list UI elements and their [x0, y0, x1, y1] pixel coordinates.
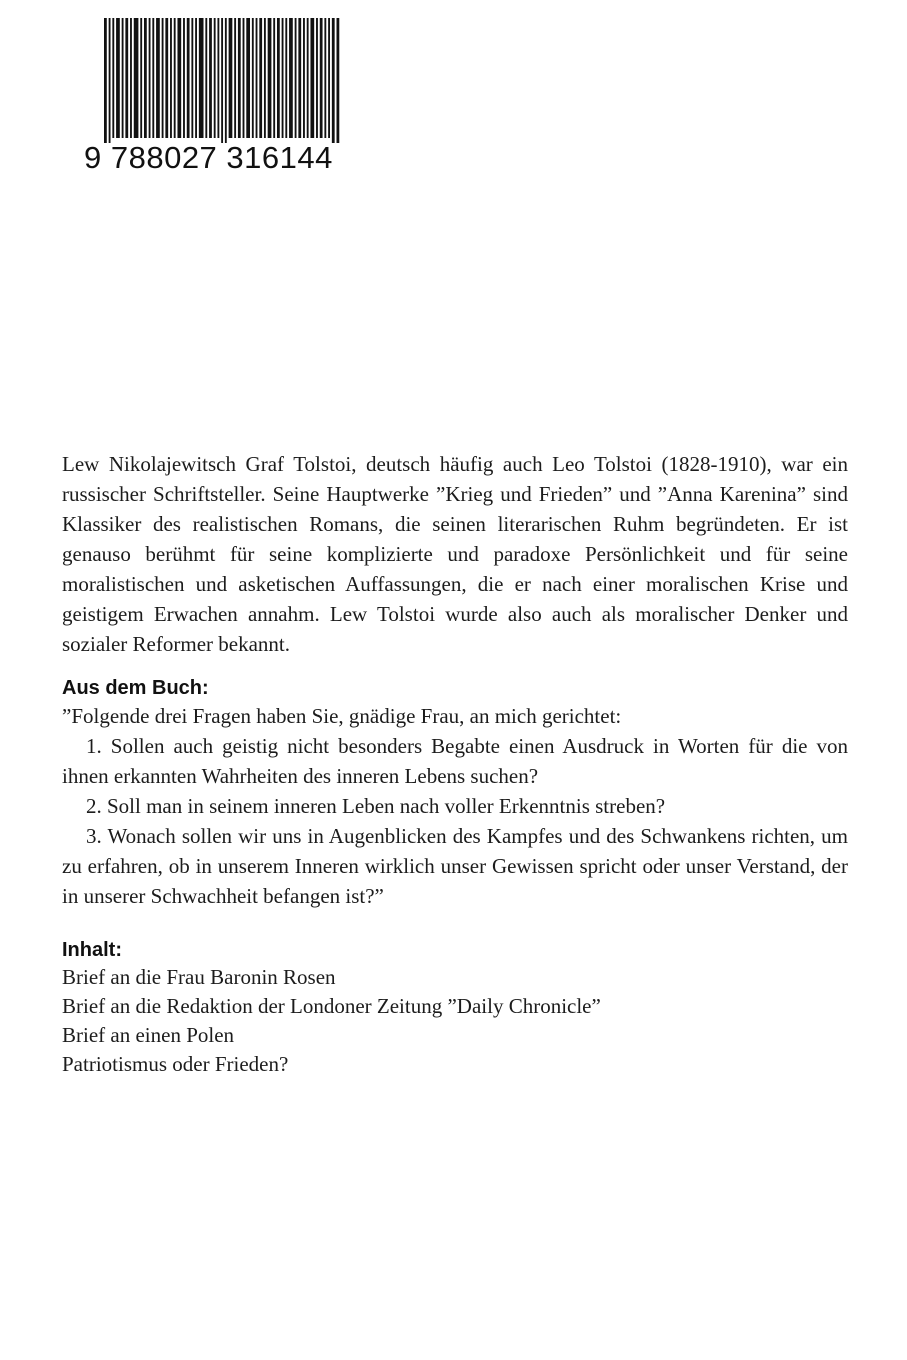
barcode-bar: [165, 18, 168, 138]
barcode-bar: [328, 18, 330, 138]
back-cover-text: [62, 449, 848, 1079]
barcode-bar: [225, 18, 227, 143]
contents-heading: Inhalt:: [62, 939, 122, 961]
barcode-bar: [316, 18, 318, 138]
barcode-bar: [104, 18, 107, 143]
barcode-bar: [152, 18, 154, 138]
barcode-bar: [217, 18, 219, 138]
excerpt-question-3: 3. Wonach sollen wir uns in Augenblicken des Kampfes und des Schwankens richten, um zu erfahren, ob in unserem Inneren wirklich unser Gewissen spricht oder unser Verstand, der in unserer Schwachheit befangen ist?”: [62, 824, 848, 908]
excerpt-question-1: 1. Sollen auch geistig nicht besonders Begabte einen Ausdruck in Worten für die von ihnen erkannten Wahrheiten des inneren Lebens suchen?: [62, 734, 848, 788]
barcode-bar: [177, 18, 181, 138]
barcode-bar: [285, 18, 287, 138]
barcode-bar: [149, 18, 151, 138]
barcode-bar: [243, 18, 245, 138]
barcode-bar: [183, 18, 185, 138]
barcode-bar: [264, 18, 266, 138]
barcode-bar: [303, 18, 305, 138]
barcode-bar: [295, 18, 297, 138]
isbn-number: 9 788027 316144: [84, 140, 333, 175]
barcode-bar: [174, 18, 176, 138]
barcode-bar: [332, 18, 335, 143]
barcode-bar: [134, 18, 139, 138]
barcode-bars: [86, 18, 340, 143]
excerpt-intro: ”Folgende drei Fragen haben Sie, gnädige Frau, an mich gerichtet:: [62, 704, 622, 728]
author-description: Lew Nikolajewitsch Graf Tolstoi, deutsch häufig auch Leo Tolstoi (1828-1910), war ein russischer Schriftsteller. Seine Hauptwerke ”Krieg und Frieden” und ”Anna Karenina” sind Klassiker des realistischen Romans, die seinen literarischen Ruhm begründeten. Er ist genauso berühmt für seine komplizierte und paradoxe Persönlichkeit und für seine moralistischen und asketischen Auffassungen, die er nach einer moralischen Krise und geistigem Erwachen annahm. Lew Tolstoi wurde also auch als moralischer Denker und sozialer Reformer bekannt.: [62, 452, 848, 656]
barcode-bar: [122, 18, 124, 138]
contents-item: Patriotismus oder Frieden?: [62, 1052, 289, 1076]
barcode-bar: [170, 18, 172, 138]
barcode-bar: [238, 18, 241, 138]
barcode-bar: [199, 18, 204, 138]
barcode-bar: [140, 18, 142, 138]
contents-item: Brief an die Frau Baronin Rosen: [62, 965, 336, 989]
barcode-bar: [307, 18, 309, 138]
barcode-bar: [162, 18, 164, 138]
barcode-bar: [229, 18, 233, 138]
contents-item: Brief an einen Polen: [62, 1023, 235, 1047]
barcode-bar: [195, 18, 197, 138]
barcode-bar: [156, 18, 160, 138]
contents-list: [62, 963, 848, 1079]
barcode-bar: [221, 18, 223, 143]
barcode-bar: [324, 18, 326, 138]
barcode-bar: [209, 18, 212, 138]
barcode-bar: [337, 18, 340, 143]
barcode-bar: [191, 18, 193, 138]
barcode-bar: [289, 18, 293, 138]
barcode-bar: [109, 18, 111, 143]
barcode-bar: [130, 18, 132, 138]
barcode-bar: [320, 18, 323, 138]
barcode-bar: [205, 18, 207, 138]
barcode-bar: [252, 18, 254, 138]
barcode-bar: [298, 18, 301, 138]
contents-item: Brief an die Redaktion der Londoner Zeitung ”Daily Chronicle”: [62, 994, 601, 1018]
barcode-bar: [273, 18, 275, 138]
barcode-bar: [125, 18, 128, 138]
excerpt-question-2: 2. Soll man in seinem inneren Leben nach voller Erkenntnis streben?: [86, 794, 666, 818]
barcode-bar: [277, 18, 280, 138]
barcode-bar: [259, 18, 262, 138]
barcode-bar: [310, 18, 314, 138]
barcode-bar: [256, 18, 258, 138]
barcode-bar: [246, 18, 250, 138]
barcode-bar: [234, 18, 236, 138]
barcode-bar: [282, 18, 284, 138]
barcode-bar: [268, 18, 272, 138]
barcode-bar: [214, 18, 216, 138]
barcode-bar: [144, 18, 147, 138]
barcode-bar: [116, 18, 120, 138]
barcode-bar: [112, 18, 114, 138]
excerpt-heading: Aus dem Buch:: [62, 677, 209, 699]
barcode-bar: [187, 18, 190, 138]
